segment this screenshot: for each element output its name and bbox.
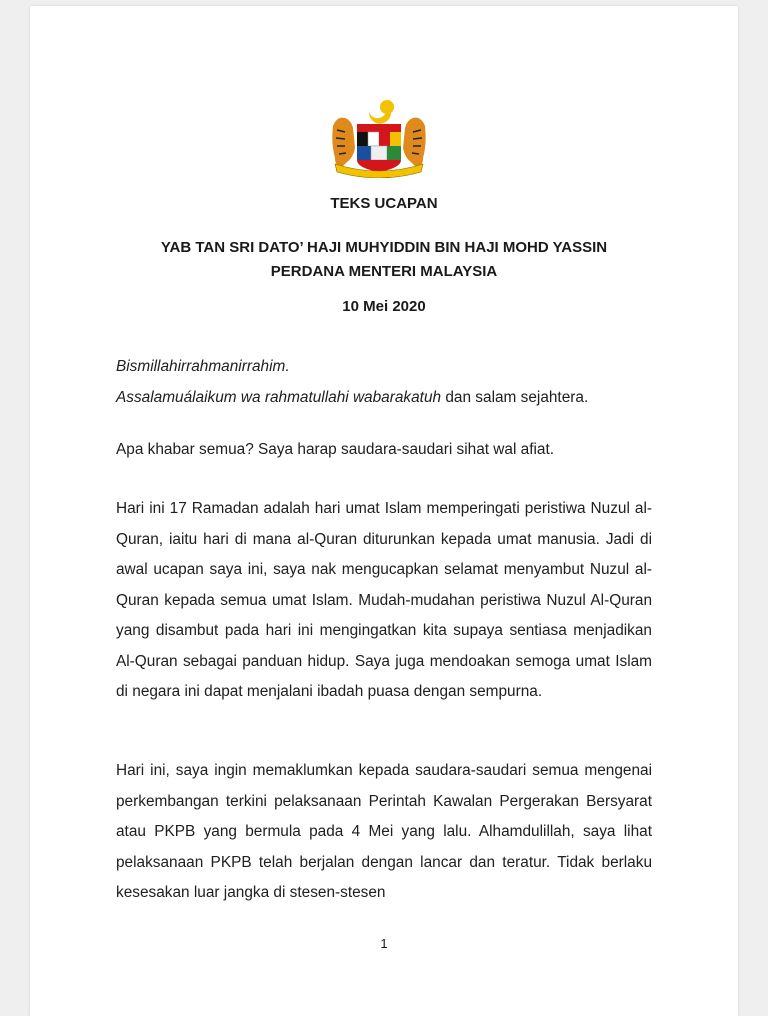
speaker-position: PERDANA MENTERI MALAYSIA (270, 263, 498, 280)
malaysia-coat-of-arms-icon (327, 96, 431, 178)
paragraph-3: Hari ini, saya ingin memaklumkan kepada saudara-saudari semua mengenai perkembangan terkini pelaksanaan Perintah Kawalan Pergerakan Bersyarat atau PKPB yang bermula pada 4 Mei yang lalu. Alhamdulillah, saya lihat pelaksanaan PKPB telah berjalan dengan lancar dan teratur. Tidak berlaku kesesakan luar jangka di stesen-stesen (116, 762, 652, 901)
paragraph-2: Hari ini 17 Ramadan adalah hari umat Islam memperingati peristiwa Nuzul al-Quran, iaitu hari di mana al-Quran diturunkan kepada umat manusia. Jadi di awal ucapan saya ini, saya nak mengucapkan selamat menyambut Nuzul al-Quran kepada semua umat Islam. Mudah-mudahan peristiwa Nuzul Al-Quran yang disambut pada hari ini mengingatkan kita supaya sentiasa menjadikan Al-Quran sebagai panduan hidup. Saya juga mendoakan semoga umat Islam di negara ini dapat menjalani ibadah puasa dengan sempurna. (116, 500, 652, 700)
greeting-block (116, 352, 652, 413)
speaker-name: YAB TAN SRI DATO’ HAJI MUHYIDDIN BIN HAJI MOHD YASSIN (160, 239, 608, 256)
greeting-salam-rest: dan salam sejahtera. (441, 388, 589, 406)
page-number: 1 (380, 936, 388, 951)
greeting-bismillah: Bismillahirrahmanirrahim. (116, 358, 290, 375)
speech-date: 10 Mei 2020 (342, 298, 426, 315)
speech-title: TEKS UCAPAN (330, 195, 438, 212)
speaker-block (0, 236, 768, 284)
paragraph-1: Apa khabar semua? Saya harap saudara-saudari sihat wal afiat. (116, 441, 555, 458)
greeting-salam-italic: Assalamuálaikum wa rahmatullahi wabarakatuh (116, 388, 442, 406)
